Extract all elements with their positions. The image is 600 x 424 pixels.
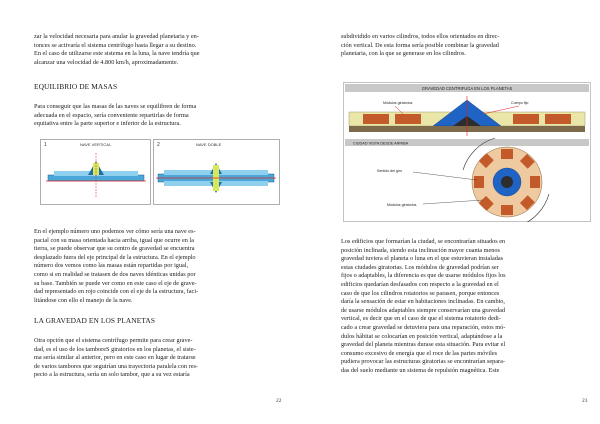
text-line: zar la velocidad necesaria para anular la gravedad planetaria y en- — [34, 33, 199, 40]
left-intro-paragraph — [34, 33, 284, 67]
right-paragraph-1 — [341, 238, 593, 376]
text-line: Otra opción que el sistema centrífugo permite para crear grave- — [34, 337, 193, 344]
text-line: ción vertical. De esta forma sería posible combinar la gravedad — [341, 41, 499, 49]
text-line: posición inclinada, siendo esta inclinación mayor cuanta menos — [341, 246, 500, 254]
text-line: alcanzar una velocidad de 4.800 km/h, aproximadamente. — [34, 58, 179, 66]
text-line: fijos o adaptables, la diferencia es que de usarse módulos fijos los — [341, 272, 506, 280]
text-line: das del suelo mediante un sistema de repulsión magnética. Este — [341, 366, 500, 374]
text-line: equitativa entre la parte superior e inferior de la estructura. — [34, 120, 181, 128]
left-paragraph-3 — [34, 337, 284, 380]
text-line: vertical, es decir que en el caso de que el sistema rotatorio dedi- — [341, 315, 501, 323]
text-line: litándose con ello el manejo de la nave. — [34, 296, 133, 304]
heading-gravedad: LA GRAVEDAD EN LOS PLANETAS — [34, 316, 156, 325]
figure-subtitle: CIUDAD VISTA DESDE ARRIBA — [353, 141, 409, 146]
left-paragraph-2 — [34, 228, 284, 305]
figure-title: GRAVEDAD CENTRIFUGA EN LOS PLANETAS — [421, 86, 513, 91]
text-line: dad, es el uso de los tamboreS giratorios en los planetas, el siste- — [34, 345, 196, 353]
page-number-left: 22 — [276, 398, 282, 404]
panel-1-label: NAVE VERTICAL — [80, 142, 112, 147]
text-line: Los edificios que formarían la ciudad, se encontrarían situados en — [341, 238, 506, 245]
text-line: edificios quedarían desfasados con respecto a la gravedad en el — [341, 280, 499, 288]
heading-equilibrio: EQUILIBRIO DE MASAS — [34, 82, 118, 91]
text-line: gravedad tuviera el planeta o luna en el que estuvieran instaladas — [341, 255, 504, 263]
text-line: pecto a la estructura, sería un solo tambor, que a su vez estaría — [34, 371, 190, 379]
text-line: su base. También se puede ver como en este caso el eje de grave- — [34, 279, 197, 287]
text-line: dad representado en rojo coincide con el eje de la estructura, faci- — [34, 288, 199, 296]
text-line: tonces se activaría el sistema centrífugo hasta llegar a su destino. — [34, 41, 197, 49]
text-line: En el caso de utilizarse este sistema en la luna, la nave tendría que — [34, 50, 200, 58]
text-line: como si en realidad se tratasen de dos naves idénticas unidas por — [34, 270, 196, 278]
page-number-right: 23 — [582, 398, 588, 404]
text-line: Para conseguir que las masas de las naves se equilibren de forma — [34, 103, 197, 110]
panel-2-number: 2 — [157, 142, 160, 148]
text-line: planetaria, con la que se generase en los cilindros. — [341, 50, 466, 58]
text-line: caso de que los cilindros rotatorios se parasen, porque entonces — [341, 289, 500, 297]
text-line: En el ejemplo número uno podemos ver cómo sería una nave es- — [34, 228, 196, 235]
text-line: de varios tambores que seguirían una trayectoria paralela con res- — [34, 362, 198, 370]
text-line: daría la sensación de estar en habitaciones inclinadas. En cambio, — [341, 298, 505, 306]
text-line: tierra, se puede observar que su centro de gravedad se encuentra — [34, 245, 195, 253]
figure-nave-diagram — [40, 139, 280, 205]
panel-2-label: NAVE DOBLE — [196, 142, 222, 147]
text-line: adecuada en el espacio, sería conveniente repartirlas de forma — [34, 111, 189, 119]
text-line: consumo excesivo de energía que el roce de las partes móviles — [341, 349, 498, 357]
text-line: pudiera provocar las estructuras giratorias se encontrarían separa- — [341, 358, 505, 366]
text-line: de usarse módulos adaptables siempre conservarían una gravedad — [341, 306, 506, 314]
text-line: subdividido en varios cilindros, todos ellos orientados en direc- — [341, 33, 500, 40]
text-line: dulos hábitat se colocarían en posición vertical, adaptándose a la — [341, 332, 503, 340]
right-intro-paragraph — [341, 33, 593, 59]
text-line: número dos vemos como las masas están repartidas por igual, — [34, 262, 189, 270]
text-line: gravedad del planeta mientras durase esta situación. Para evitar el — [341, 341, 506, 349]
label-modulos-giratorios-2: Módulos giratorios — [387, 203, 417, 207]
label-sentido-giro: Sentido del giro — [377, 169, 402, 173]
figure-planet-gravity-diagram — [343, 82, 591, 222]
label-modulos-giratorios: Módulos giratorios — [383, 101, 413, 105]
text-line: cado a crear gravedad se detuviera para una reparación, estos mó- — [341, 323, 506, 331]
label-cuerpo-fijo: Cuerpo fijo — [511, 101, 529, 105]
panel-1-number: 1 — [44, 142, 47, 148]
text-line: desplazado fuera del eje principal de la estructura. En el ejemplo — [34, 253, 196, 261]
text-line: pacial con su masa orientada hacia arriba, igual que ocurre en la — [34, 236, 194, 244]
text-line: ma sería similar al anterior, pero en este caso en lugar de tratarse — [34, 354, 196, 362]
text-line: estas ciudades giratorias. Los módulos de gravedad podrían ser — [341, 263, 499, 271]
left-paragraph-1 — [34, 103, 284, 129]
